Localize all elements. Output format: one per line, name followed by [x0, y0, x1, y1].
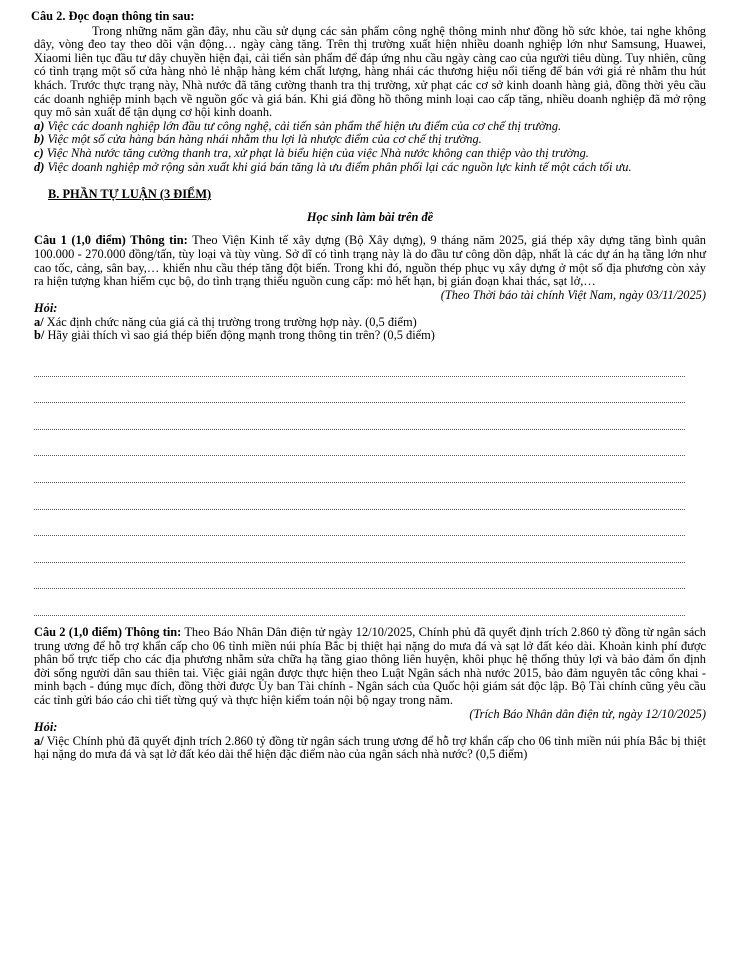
option-c: [34, 147, 706, 161]
q2-part-a-label: a/: [34, 733, 44, 748]
part-b-label: b/: [34, 328, 45, 343]
answer-line[interactable]: [34, 483, 685, 510]
option-b-text: Việc một số cửa hàng bán hàng nhái nhằm thu lợi là nhược điểm của cơ chế thị trường.: [47, 132, 482, 147]
part-a-label: a/: [34, 314, 44, 329]
essay-question-1-part-a: [34, 316, 706, 330]
essay-question-2: [34, 626, 706, 708]
section-b-title: [48, 188, 706, 202]
answer-lines: [34, 350, 706, 616]
answer-line[interactable]: [34, 377, 685, 404]
essay-question-1-text: Theo Viện Kinh tế xây dựng (Bộ Xây dựng), 9 tháng năm 2025, giá thép xây dựng tăng bình quân 100.000 - 270.000 đồng/tấn, tùy loại và tùy vùng. Sở dĩ có tình trạng này là do đầu tư công dồn dập, nhất là các dự án hạ tầng lớn như cao tốc, cảng, sân bay,… khiến nhu cầu thép tăng đột biến. Trong khi đó, nguồn thép phục vụ xây dựng ở một số địa phương còn xảy ra hiện tượng khan hiếm cục bộ, do tình trạng thiếu nguồn cung cấp: mỏ hết hạn, bị gián đoạn khai thác, sạt lở,…: [34, 233, 706, 289]
essay-question-1: [34, 234, 706, 288]
q2-part-a-text: Việc Chính phủ đã quyết định trích 2.860 tỷ đồng từ ngân sách trung ương để hỗ trợ khẩn cấp cho 06 tỉnh miền núi phía Bắc bị thiệt hại nặng do mưa đá và sạt lở đất kéo dài thể hiện đặc điểm nào của ngân sách nhà nước? (0,5 điểm): [34, 733, 706, 762]
work-on-paper-note: Học sinh làm bài trên đề: [306, 209, 434, 224]
option-a: [34, 120, 706, 134]
answer-line[interactable]: [34, 350, 685, 377]
question-2-passage: Trong những năm gần đây, nhu cầu sử dụng các sản phẩm công nghệ thông minh như đồng hồ sức khỏe, tai nghe không dây, vòng đeo tay theo dõi vận động… ngày càng tăng. Trên thị trường xuất hiện nhiều doanh nghiệp lớn như Samsung, Huawei, Xiaomi liên tục đầu tư dây chuyền hiện đại, cải tiến sản phẩm để đáp ứng nhu cầu ngày càng cao của người tiêu dùng. Tuy nhiên, cũng có tình trạng một số cửa hàng nhỏ lẻ nhập hàng kém chất lượng, hàng nhái các thương hiệu nổi tiếng để bán với giá rẻ nhằm thu hút khách. Trước thực trạng này, Nhà nước đã tăng cường thanh tra thị trường, xử phạt các cơ sở kinh doanh hàng giả, đồng thời yêu cầu các doanh nghiệp minh bạch về nguồn gốc và giá bán. Khi giá đồng hồ thông minh loại cao cấp tăng, nhiều doanh nghiệp đã mở rộng quy mô sản xuất để tận dụng cơ hội kinh doanh.: [34, 23, 706, 120]
essay-question-2-source: (Trích Báo Nhân dân điện tử, ngày 12/10/2025): [469, 706, 706, 721]
part-a-text: Xác định chức năng của giá cả thị trường trong trường hợp này. (0,5 điểm): [46, 314, 417, 329]
exam-page: [31, 9, 706, 762]
question-2-heading: Câu 2. Đọc đoạn thông tin sau:: [31, 9, 195, 23]
essay-question-1-part-b: [34, 329, 706, 343]
answer-line[interactable]: [34, 430, 685, 457]
option-d-label: d): [34, 159, 45, 174]
essay-question-2-part-a: [34, 735, 706, 762]
essay-question-2-text: Theo Báo Nhân Dân điện tử ngày 12/10/2025, Chính phủ đã quyết định trích 2.860 tỷ đồng từ ngân sách trung ương để hỗ trợ khẩn cấp cho 06 tỉnh miền núi phía Bắc bị thiệt hại nặng do mưa đá và sạt lở đất kéo dài. Khoản kinh phí được phân bổ trực tiếp cho các địa phương nhằm sửa chữa hạ tầng giao thông liên huyện, khôi phục hệ thống thủy lợi và bảo đảm ổn định đời sống người dân sau thiên tai. Việc giải ngân được thực hiện theo Luật Ngân sách nhà nước 2015, bảo đảm nguyên tắc công khai - minh bạch - đúng mục đích, đồng thời được Ủy ban Tài chính - Ngân sách của Quốc hội giám sát độc lập. Bộ Tài chính cũng yêu cầu các tỉnh gửi báo cáo chi tiết từng quý và thực hiện kiểm toán nội bộ ngay trong năm.: [34, 625, 706, 707]
answer-line[interactable]: [34, 403, 685, 430]
answer-line[interactable]: [34, 589, 685, 616]
essay-question-1-head: Câu 1 (1,0 điểm) Thông tin:: [34, 233, 188, 248]
option-a-label: a): [34, 118, 45, 133]
option-c-text: Việc Nhà nước tăng cường thanh tra, xử phạt là biểu hiện của việc Nhà nước không can thiệp vào thị trường.: [46, 145, 589, 160]
answer-line[interactable]: [34, 510, 685, 537]
essay-question-1-source: (Theo Thời báo tài chính Việt Nam, ngày 03/11/2025): [440, 287, 706, 302]
essay-question-2-head: Câu 2 (1,0 điểm) Thông tin:: [34, 625, 182, 639]
answer-line[interactable]: [34, 563, 685, 590]
answer-line[interactable]: [34, 456, 685, 483]
essay-question-2-ask: Hỏi:: [34, 720, 58, 735]
option-b: [34, 133, 706, 147]
part-b-text: Hãy giải thích vì sao giá thép biến động mạnh trong thông tin trên? (0,5 điểm): [47, 328, 435, 343]
option-d-text: Việc doanh nghiệp mở rộng sản xuất khi giá bán tăng là ưu điểm phân phối lại các nguồn lực kinh tế một cách tối ưu.: [47, 159, 632, 174]
option-a-text: Việc các doanh nghiệp lớn đầu tư công nghệ, cải tiến sản phẩm thể hiện ưu điểm của cơ chế thị trường.: [47, 118, 562, 133]
option-d: [34, 161, 706, 175]
option-b-label: b): [34, 132, 45, 147]
essay-question-1-ask: Hỏi:: [34, 301, 58, 316]
answer-line[interactable]: [34, 536, 685, 563]
option-c-label: c): [34, 145, 44, 160]
section-b-title-text: B. PHẦN TỰ LUẬN (3 ĐIỂM): [48, 187, 212, 202]
